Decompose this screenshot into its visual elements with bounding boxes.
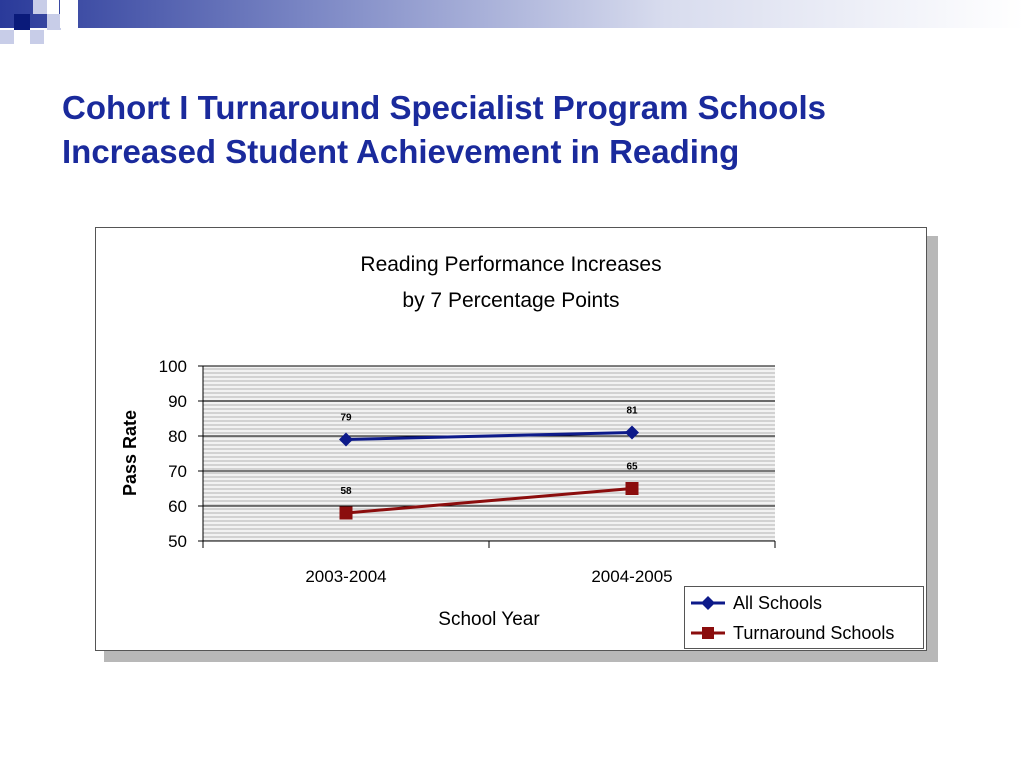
y-tick-label: 100	[158, 357, 187, 376]
x-axis-label: School Year	[438, 609, 540, 630]
data-label: 65	[626, 461, 638, 473]
legend-label-all-schools: All Schools	[733, 592, 823, 613]
y-tick-label: 90	[168, 392, 187, 411]
data-point	[340, 507, 353, 520]
plot-area	[203, 366, 775, 541]
y-tick-label: 50	[168, 532, 187, 551]
data-label: 81	[626, 405, 638, 417]
slide-title-line2: Increased Student Achievement in Reading	[62, 133, 740, 170]
chart-legend	[684, 586, 924, 649]
data-label: 79	[340, 412, 352, 424]
legend-item-all-schools	[691, 590, 822, 616]
square-marker-icon	[691, 625, 725, 641]
chart-title: Reading Performance Increases	[360, 253, 662, 276]
diamond-marker-icon	[691, 595, 725, 611]
legend-label-turnaround-schools: Turnaround Schools	[733, 622, 895, 643]
y-tick-label: 80	[168, 427, 187, 446]
legend-item-turnaround-schools	[691, 620, 894, 646]
data-point	[626, 482, 639, 495]
y-tick-label: 70	[168, 462, 187, 481]
x-tick-labels	[305, 567, 672, 586]
data-label: 58	[340, 486, 352, 497]
y-tick-label: 60	[168, 497, 187, 516]
x-tick-label: 2004-2005	[591, 567, 673, 586]
slide-title-line1: Cohort I Turnaround Specialist Program Schools	[62, 89, 826, 126]
y-axis-label: Pass Rate	[120, 409, 140, 497]
x-tick-label: 2003-2004	[305, 567, 387, 586]
y-tick-labels	[159, 357, 187, 551]
chart-subtitle: by 7 Percentage Points	[402, 289, 620, 312]
